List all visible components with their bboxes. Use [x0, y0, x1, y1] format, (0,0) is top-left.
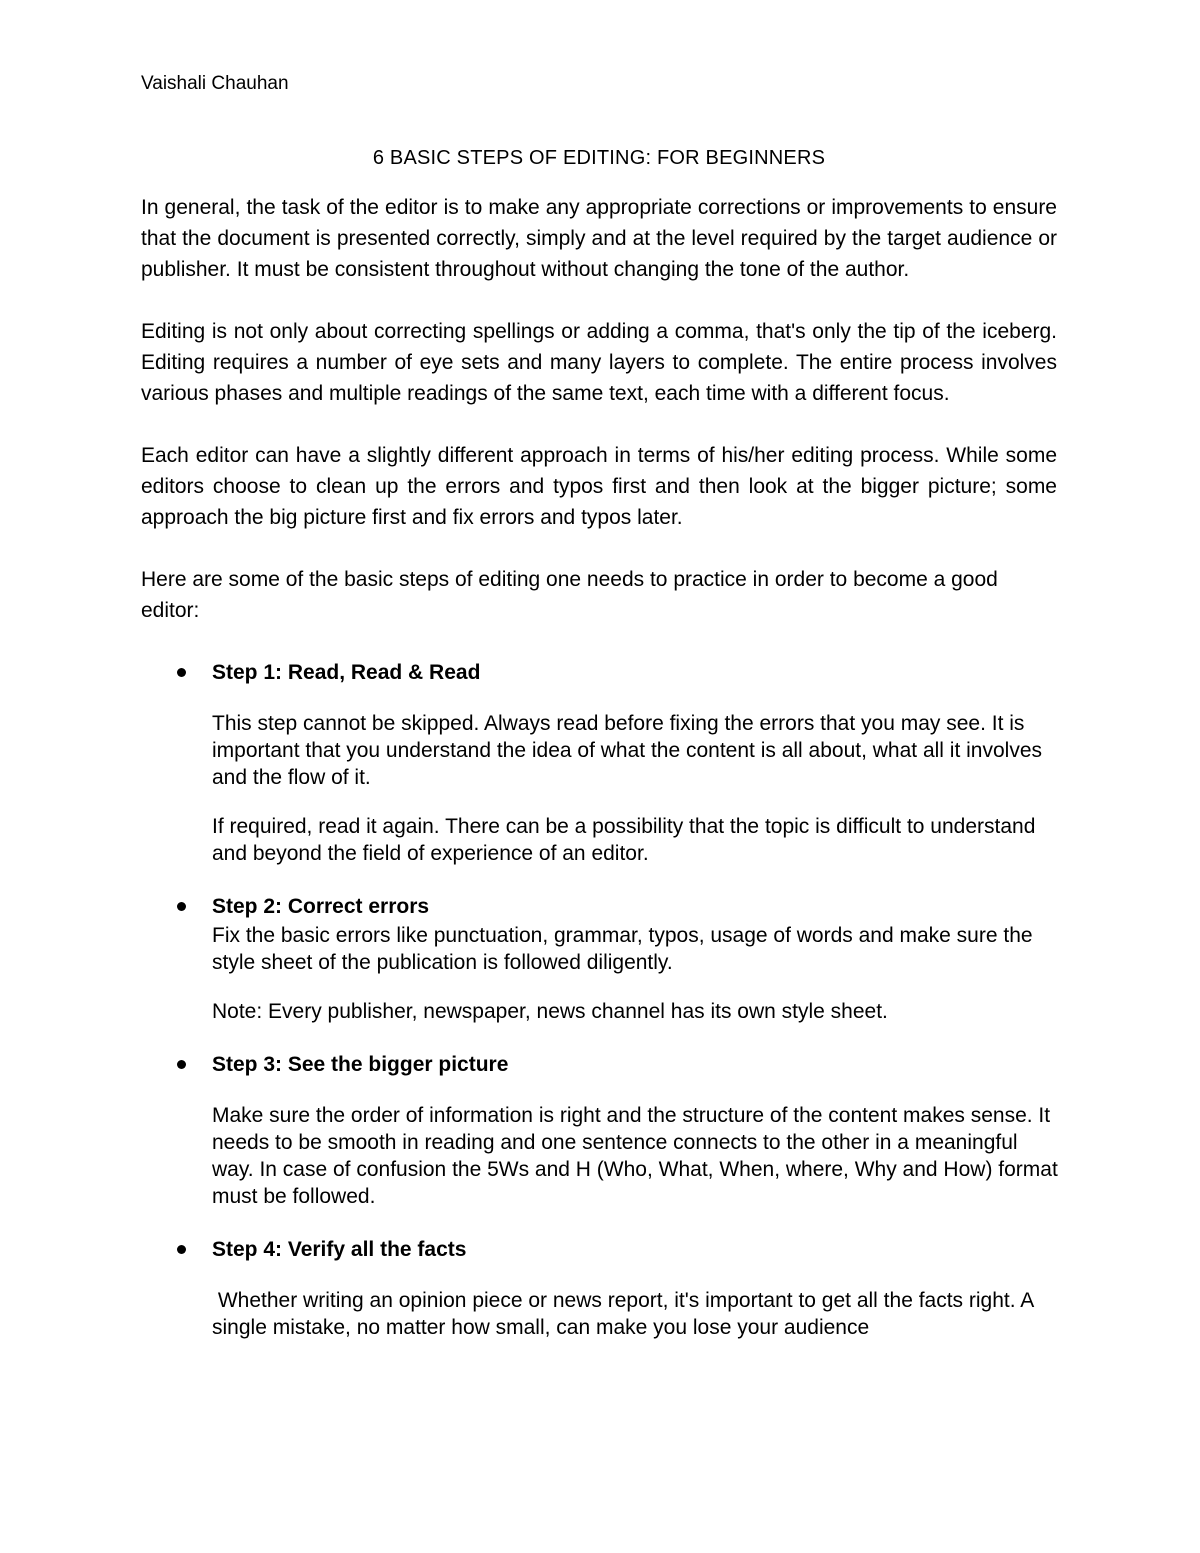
list-item — [141, 1050, 1057, 1210]
step-text: Note: Every publisher, newspaper, news channel has its own style sheet. — [212, 1000, 888, 1023]
body-paragraph: Editing is not only about correcting spellings or adding a comma, that's only the tip of the iceberg. Editing requires a number of eye sets and many layers to complete. The entire process involves various phases and multiple readings of the same text, each time with a different focus. — [141, 320, 1057, 405]
step-text: If required, read it again. There can be a possibility that the topic is difficult to understand and beyond the field of experience of an editor. — [212, 815, 1036, 865]
step-heading: Step 1: Read, Read & Read — [212, 661, 481, 684]
step-text: Whether writing an opinion piece or news report, it's important to get all the facts right. A single mistake, no matter how small, can make you lose your audience — [212, 1289, 1039, 1339]
bullet-icon — [177, 1245, 186, 1254]
step-heading: Step 4: Verify all the facts — [212, 1238, 467, 1261]
step-text: Make sure the order of information is right and the structure of the content makes sense. It needs to be smooth in reading and one sentence connects to the other in a meaningful way. In case of confusion the 5Ws and H (Who, What, When, where, Why and How) format must be followed. — [212, 1104, 1058, 1208]
body-paragraph: Each editor can have a slightly different approach in terms of his/her editing process. While some editors choose to clean up the errors and typos first and then look at the bigger picture; some approach the big picture first and fix errors and typos later. — [141, 444, 1057, 529]
step-text: Fix the basic errors like punctuation, grammar, typos, usage of words and make sure the style sheet of the publication is followed diligently. — [212, 924, 1033, 974]
step-heading: Step 3: See the bigger picture — [212, 1053, 509, 1076]
step-text: This step cannot be skipped. Always read before fixing the errors that you may see. It is important that you understand the idea of what the content is all about, what all it involves and the flow of it. — [212, 712, 1043, 789]
document-page — [141, 70, 1057, 1366]
document-title: 6 BASIC STEPS OF EDITING: FOR BEGINNERS — [372, 147, 826, 169]
step-heading: Step 2: Correct errors — [212, 895, 430, 918]
list-item — [141, 1235, 1057, 1341]
list-item — [141, 892, 1057, 1025]
steps-list — [141, 658, 1057, 1341]
list-item — [141, 658, 1057, 867]
bullet-icon — [177, 902, 186, 911]
lead-in-paragraph: Here are some of the basic steps of editing one needs to practice in order to become a good editor: — [141, 568, 998, 622]
intro-paragraph: In general, the task of the editor is to make any appropriate corrections or improvements to ensure that the document is presented correctly, simply and at the level required by the target audience or publisher. It must be consistent throughout without changing the tone of the author. — [141, 196, 1057, 281]
bullet-icon — [177, 1060, 186, 1069]
bullet-icon — [177, 668, 186, 677]
author-name: Vaishali Chauhan — [141, 73, 289, 94]
